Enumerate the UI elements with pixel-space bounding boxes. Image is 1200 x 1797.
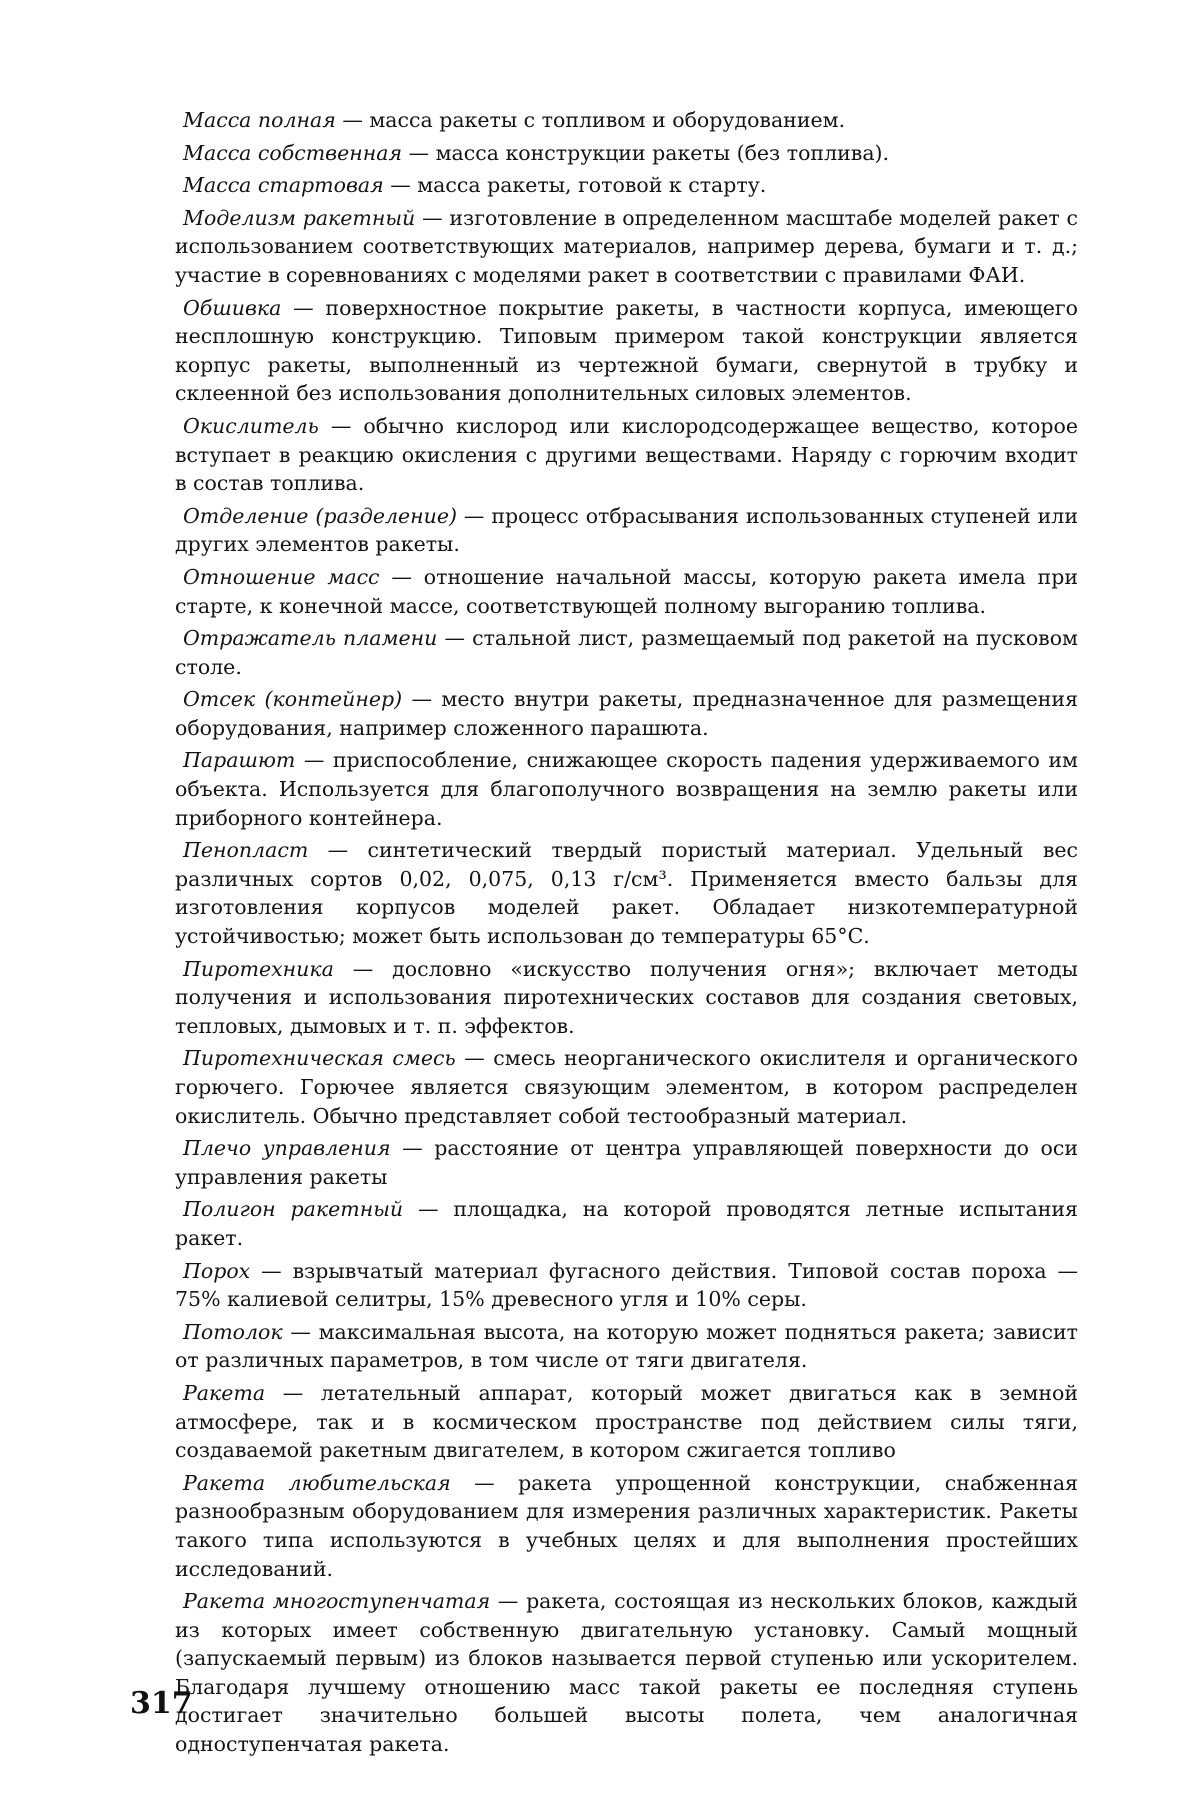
page-number: 317	[130, 1686, 193, 1721]
glossary-entry	[175, 1134, 1078, 1191]
glossary-term: Ракета любительская	[183, 1470, 451, 1495]
glossary-term: Масса стартовая	[183, 173, 384, 198]
glossary-entry	[175, 624, 1078, 681]
glossary-entry	[175, 412, 1078, 498]
glossary-entry	[175, 1379, 1078, 1465]
glossary-term: Окислитель	[183, 413, 319, 438]
glossary-definition: — масса ракеты с топливом и оборудованием.	[335, 108, 846, 132]
glossary-entry	[175, 746, 1078, 832]
glossary-term: Отделение (разделение)	[183, 503, 457, 528]
glossary-definition: — смесь неорганического окислителя и органического горючего. Горючее является связующим элементом, в котором распределен окислитель. Обычно представляет собой тестообразный материал.	[175, 1046, 1078, 1128]
glossary-definition: — летательный аппарат, который может двигаться как в земной атмосфере, так и в космическом пространстве под действием силы тяги, создаваемой ракетным двигателем, в котором сжигается топливо	[175, 1380, 1078, 1463]
glossary-term: Отношение масс	[183, 564, 380, 589]
glossary-text	[175, 106, 1078, 1763]
glossary-definition: — процесс отбрасывания использованных ступеней или других элементов ракеты.	[175, 503, 1078, 557]
glossary-definition: — ракета, состоящая из нескольких блоков, каждый из которых имеет собственную двигательную установку. Самый мощный (запускаемый первым) из блоков называется первой ступенью или ускорителем. Благодаря лучшему отношению масс такой ракеты ее последняя ступень достигает значительно большей высоты полета, чем аналогичная одноступенчатая ракета.	[175, 1589, 1078, 1757]
glossary-entry	[175, 502, 1078, 559]
glossary-term: Ракета многоступенчатая	[183, 1589, 491, 1614]
glossary-term: Порох	[183, 1258, 251, 1283]
glossary-entry	[175, 171, 1078, 200]
glossary-definition: — приспособление, снижающее скорость падения удерживаемого им объекта. Используется для благополучного возвращения на землю ракеты или приборного контейнера.	[175, 748, 1078, 830]
glossary-term: Пиротехническая смесь	[183, 1046, 456, 1071]
glossary-definition: — масса ракеты, готовой к старту.	[383, 173, 767, 198]
glossary-term: Обшивка	[183, 295, 282, 320]
glossary-definition: — место внутри ракеты, предназначенное для размещения оборудования, например сложенного парашюта.	[175, 687, 1078, 740]
glossary-entry	[175, 106, 1078, 135]
glossary-term: Ракета	[183, 1380, 266, 1405]
glossary-definition: — дословно «искусство получения огня»; включает методы получения и использования пиротехнических составов для создания световых, тепловых, дымовых и т. п. эффектов.	[175, 956, 1078, 1038]
glossary-term: Отсек (контейнер)	[183, 687, 403, 712]
glossary-entry	[175, 1195, 1078, 1252]
glossary-definition: — поверхностное покрытие ракеты, в частности корпуса, имеющего несплошную конструкцию. Типовым примером такой конструкции является корпус ракеты, выполненный из чертежной бумаги, свернутой в трубку и склеенной без использования дополнительных силовых элементов.	[175, 295, 1078, 406]
glossary-entry	[175, 1469, 1078, 1583]
glossary-definition: — ракета упрощенной конструкции, снабженная разнообразным оборудованием для измерения различных характеристик. Ракеты такого типа используются в учебных целях и для выполнения простейших исследований.	[175, 1470, 1078, 1581]
glossary-definition: — отношение начальной массы, которую ракета имела при старте, к конечной массе, соответствующей полному выгоранию топлива.	[175, 564, 1078, 618]
glossary-entry	[175, 139, 1078, 168]
glossary-definition: — расстояние от центра управляющей поверхности до оси управления ракеты	[175, 1136, 1078, 1189]
glossary-term: Масса собственная	[183, 140, 403, 165]
glossary-entry	[175, 955, 1078, 1041]
glossary-definition: — взрывчатый материал фугасного действия. Типовой состав пороха — 75% калиевой селитры, 15% древесного угля и 10% серы.	[175, 1258, 1078, 1312]
glossary-term: Парашют	[183, 748, 296, 773]
glossary-term: Масса полная	[183, 108, 336, 132]
glossary-entry	[175, 836, 1078, 950]
glossary-term: Отражатель пламени	[183, 626, 438, 651]
glossary-entry	[175, 1587, 1078, 1759]
glossary-entry	[175, 294, 1078, 408]
glossary-definition: — изготовление в определенном масштабе моделей ракет с использованием соответствующих материалов, например дерева, бумаги и т. д.; участие в соревнованиях с моделями ракет в соответствии с правилами ФАИ.	[175, 205, 1079, 287]
glossary-entry	[175, 685, 1078, 742]
glossary-definition: — синтетический твердый пористый материал. Удельный вес различных сортов 0,02, 0,075, 0,13 г/см³. Применяется вместо бальзы для изготовления корпусов моделей ракет. Обладает низкотемпературной устойчивостью; может быть использован до температуры 65°С.	[175, 838, 1078, 949]
glossary-term: Плечо управления	[183, 1136, 391, 1161]
glossary-entry	[175, 204, 1078, 290]
glossary-term: Пиротехника	[183, 956, 334, 981]
glossary-entry	[175, 1257, 1078, 1314]
glossary-definition: — обычно кислород или кислородсодержащее вещество, которое вступает в реакцию окисления с другими веществами. Наряду с горючим входит в состав топлива.	[175, 413, 1078, 496]
glossary-entry	[175, 1044, 1078, 1130]
glossary-entry	[175, 563, 1078, 620]
glossary-definition: — максимальная высота, на которую может подняться ракета; зависит от различных параметров, в том числе от тяги двигателя.	[175, 1319, 1078, 1373]
glossary-term: Пенопласт	[183, 838, 309, 863]
glossary-definition: — масса конструкции ракеты (без топлива).	[402, 140, 890, 165]
glossary-term: Потолок	[183, 1319, 283, 1344]
glossary-definition: — площадка, на которой проводятся летные испытания ракет.	[175, 1197, 1078, 1250]
glossary-term: Моделизм ракетный	[183, 205, 416, 230]
glossary-term: Полигон ракетный	[183, 1197, 404, 1222]
glossary-entry	[175, 1318, 1078, 1375]
glossary-definition: — стальной лист, размещаемый под ракетой на пусковом столе.	[175, 626, 1078, 679]
